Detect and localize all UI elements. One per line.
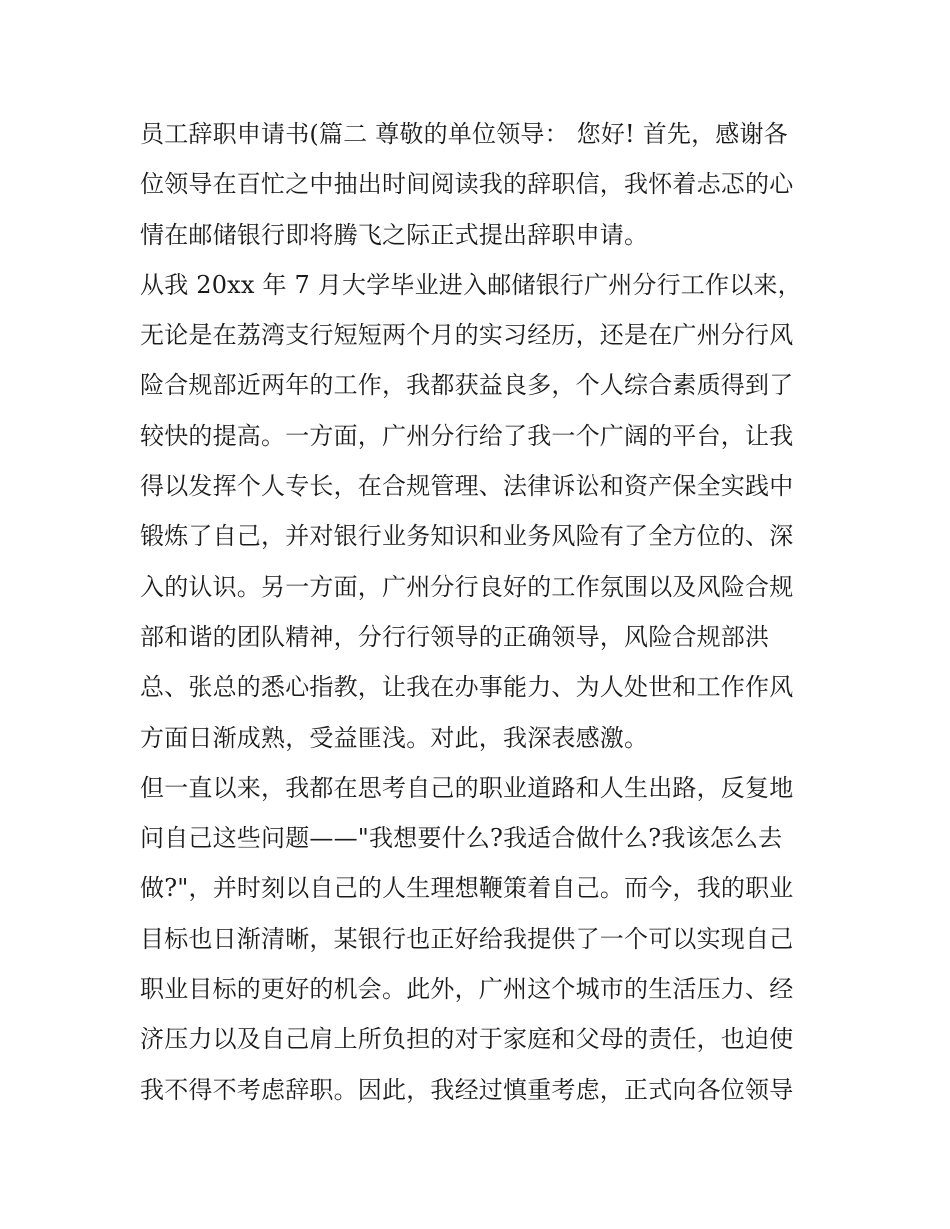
text-line: 位领导在百忙之中抽出时间阅读我的辞职信，我怀着忐忑的心 [140,170,794,199]
text-line: 济压力以及自己肩上所负担的对于家庭和父母的责任，也迫使 [140,1025,794,1054]
text-line: 问自己这些问题——"我想要什么?我适合做什么?我该怎么去 [140,824,783,853]
text-line: 但一直以来，我都在思考自己的职业道路和人生出路，反复地 [140,773,794,802]
text-line: 部和谐的团队精神，分行行领导的正确领导，风险合规部洪 [140,622,770,651]
text-line: 方面日渐成熟，受益匪浅。对此，我深表感激。 [140,723,649,752]
text-line: 较快的提高。一方面，广州分行给了我一个广阔的平台，让我 [140,421,794,450]
text-line: 做?"，并时刻以自己的人生理想鞭策着自己。而今，我的职业 [140,874,794,903]
text-line: 职业目标的更好的机会。此外，广州这个城市的生活压力、经 [140,975,794,1004]
text-line: 得以发挥个人专长，在合规管理、法律诉讼和资产保全实践中 [140,472,794,501]
text-line: 员工辞职申请书(篇二 尊敬的单位领导： 您好! 首先，感谢各 [140,120,788,148]
text-line: 锻炼了自己，并对银行业务知识和业务风险有了全方位的、深 [140,522,794,551]
text-line: 险合规部近两年的工作，我都获益良多，个人综合素质得到了 [140,371,794,400]
text-line: 总、张总的悉心指教，让我在办事能力、为人处世和工作作风 [140,673,794,702]
text-line: 从我 20xx 年 7 月大学毕业进入邮储银行广州分行工作以来， [140,270,802,299]
text-line: 目标也日渐清晰，某银行也正好给我提供了一个可以实现自己 [140,924,794,953]
text-line: 我不得不考虑辞职。因此，我经过慎重考虑，正式向各位领导 [140,1075,794,1104]
document-body [140,109,812,1115]
text-line: 入的认识。另一方面，广州分行良好的工作氛围以及风险合规 [140,572,794,601]
text-line: 情在邮储银行即将腾飞之际正式提出辞职申请。 [140,220,649,249]
text-line: 无论是在荔湾支行短短两个月的实习经历，还是在广州分行风 [140,321,794,350]
